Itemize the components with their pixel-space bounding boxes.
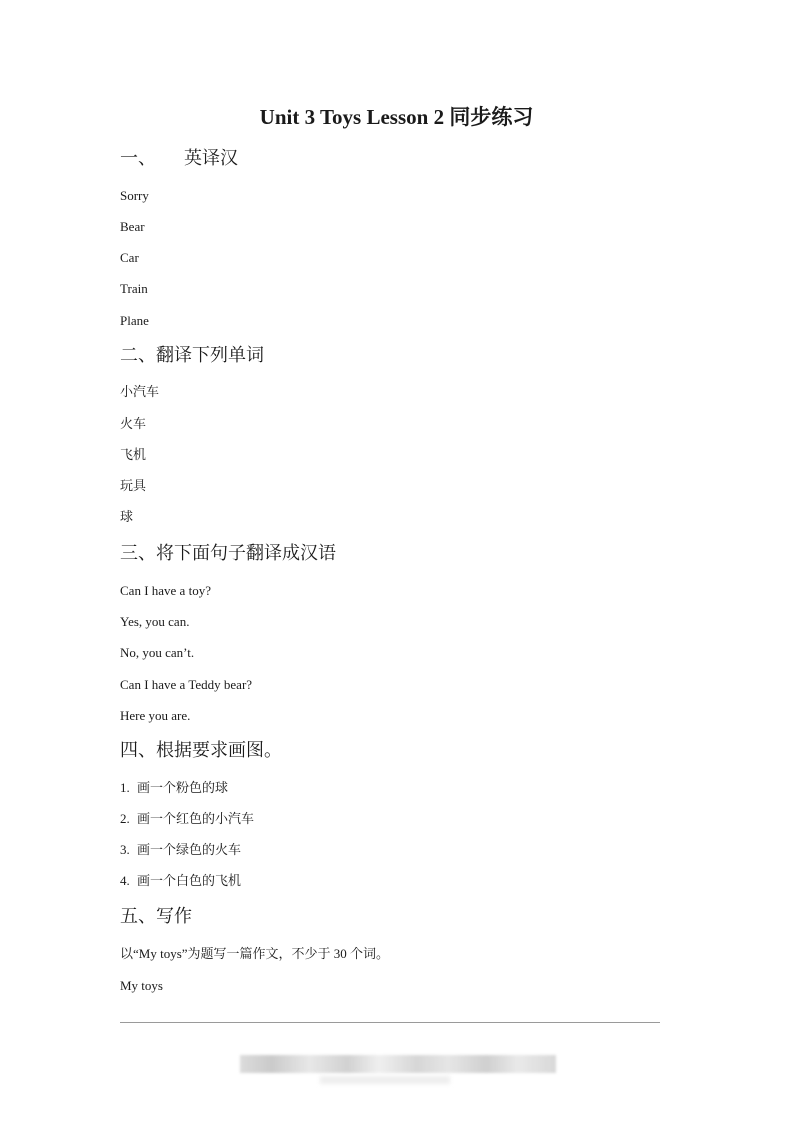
section-3-item: Can I have a toy? (120, 583, 211, 598)
writing-title: My toys (120, 978, 163, 993)
section-5-heading (120, 905, 192, 929)
blurred-footer-watermark-sub (320, 1076, 450, 1084)
section-3-item: No, you can’t. (120, 645, 195, 660)
section-4-item (120, 841, 241, 859)
section-5-title: 写作 (156, 906, 192, 927)
section-4-item (120, 810, 254, 828)
item-text: 画一个红色的小汽车 (137, 811, 255, 826)
footer-divider (120, 1022, 660, 1023)
section-1-item: Car (120, 250, 139, 265)
section-1-number: 一、 (120, 148, 156, 169)
section-1-item: Bear (120, 219, 145, 234)
section-5-number: 五、 (120, 906, 156, 927)
item-number: 2. (120, 811, 130, 826)
writing-instruction: 以“My toys”为题写一篇作文，不少于 30 个词。 (120, 946, 390, 961)
item-text: 画一个绿色的火车 (137, 842, 242, 857)
section-1-item: Plane (120, 313, 149, 328)
section-4-item (120, 872, 241, 890)
section-1-item: Train (120, 281, 148, 296)
section-4-heading (120, 739, 282, 763)
section-2-item: 玩具 (120, 478, 147, 493)
item-text: 画一个粉色的球 (137, 780, 229, 795)
item-number: 1. (120, 780, 130, 795)
item-number: 3. (120, 842, 130, 857)
section-2-item: 小汽车 (120, 384, 160, 399)
item-text: 画一个白色的飞机 (137, 873, 242, 888)
section-3-heading (120, 542, 336, 566)
section-3-item: Here you are. (120, 708, 191, 723)
section-2-item: 球 (120, 509, 134, 524)
section-1-heading (120, 147, 238, 171)
section-2-item: 火车 (120, 416, 147, 431)
section-2-title: 翻译下列单词 (156, 345, 264, 366)
section-4-item (120, 779, 228, 797)
blurred-footer-watermark (240, 1055, 556, 1073)
section-3-number: 三、 (120, 543, 156, 564)
section-3-item: Can I have a Teddy bear? (120, 677, 253, 692)
section-1-title: 英译汉 (184, 148, 238, 169)
section-3-title: 将下面句子翻译成汉语 (156, 543, 336, 564)
section-1-item: Sorry (120, 188, 149, 203)
section-4-title: 根据要求画图。 (156, 740, 282, 761)
section-2-number: 二、 (120, 345, 156, 366)
item-number: 4. (120, 873, 130, 888)
section-2-item: 飞机 (120, 447, 147, 462)
section-2-heading (120, 344, 264, 368)
section-4-number: 四、 (120, 740, 156, 761)
section-3-item: Yes, you can. (120, 614, 190, 629)
document-title: Unit 3 Toys Lesson 2 同步练习 (259, 105, 534, 129)
